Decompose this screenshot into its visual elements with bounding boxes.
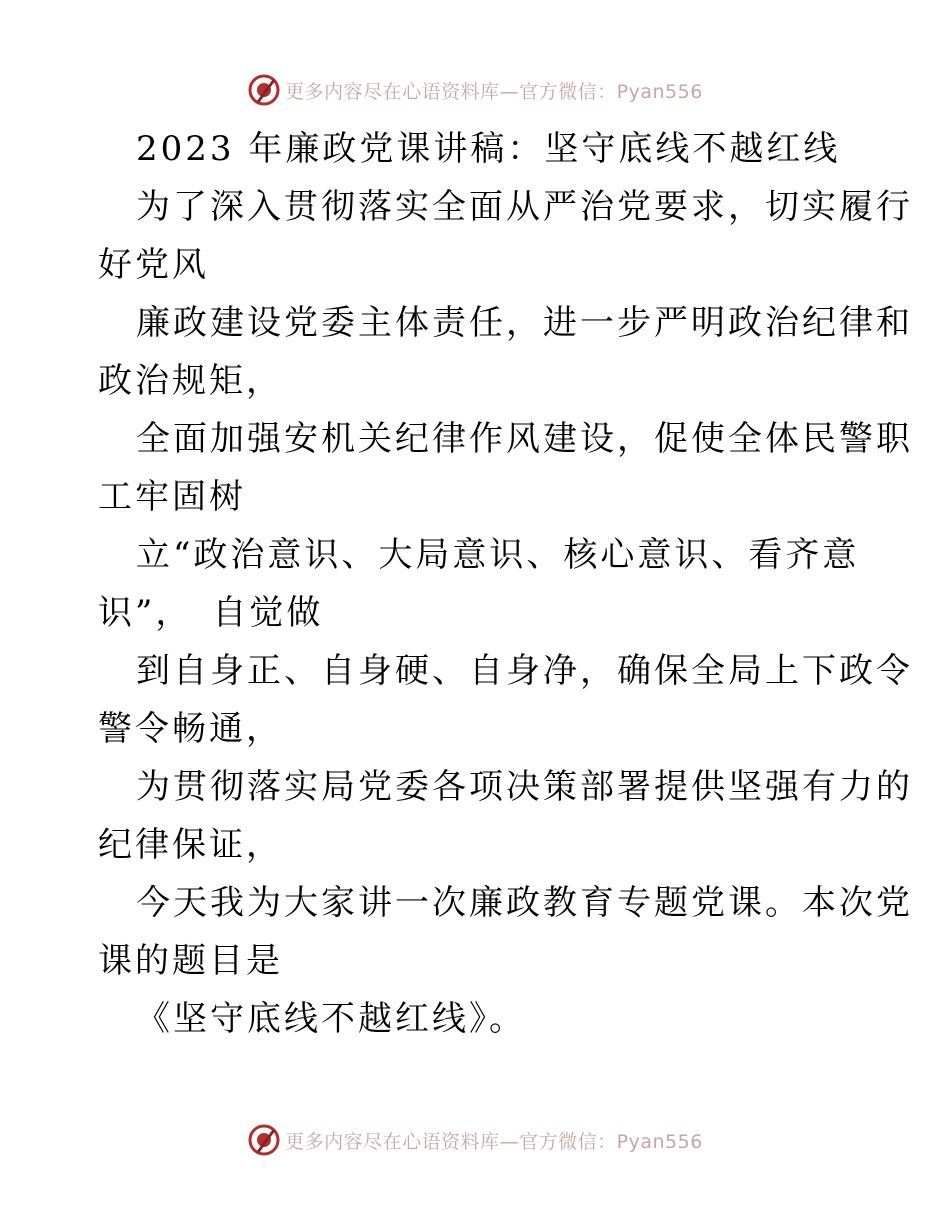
paragraph-line: 纪律保证， bbox=[98, 825, 283, 865]
paragraph-line: 立“政治意识、大局意识、核心意识、看齐意 bbox=[136, 535, 860, 575]
paragraph-line: 今天我为大家讲一次廉政教育专题党课。本次党 bbox=[136, 883, 913, 923]
paragraph-line: 为了深入贯彻落实全面从严治党要求，切实履行 bbox=[136, 187, 913, 227]
footer-watermark bbox=[0, 1120, 950, 1160]
paragraph-line: 到自身正、自身硬、自身净，确保全局上下政令 bbox=[136, 651, 913, 691]
paragraph-line: 工牢固树 bbox=[98, 477, 246, 517]
paragraph-line: 廉政建设党委主体责任，进一步严明政治纪律和 bbox=[136, 303, 913, 343]
paragraph-line: 为贯彻落实局党委各项决策部署提供坚强有力的 bbox=[136, 767, 913, 807]
paragraph-line: 警令畅通， bbox=[98, 709, 283, 749]
paragraph-line: 好党风 bbox=[98, 245, 209, 285]
document-title: 2023 年廉政党课讲稿：坚守底线不越红线 bbox=[136, 129, 841, 169]
document-body bbox=[98, 120, 913, 1048]
paragraph-line: 政治规矩， bbox=[98, 361, 283, 401]
header-watermark bbox=[0, 70, 950, 110]
pen-logo-icon bbox=[247, 1123, 281, 1157]
watermark-text: 更多内容尽在心语资料库—官方微信：Pyan556 bbox=[285, 80, 703, 103]
paragraph-line: 识”， 自觉做 bbox=[98, 593, 324, 633]
watermark-text: 更多内容尽在心语资料库—官方微信：Pyan556 bbox=[285, 1130, 703, 1153]
pen-logo-icon bbox=[247, 73, 281, 107]
paragraph-line: 课的题目是 bbox=[98, 941, 283, 981]
paragraph-line: 《坚守底线不越红线》。 bbox=[136, 999, 526, 1039]
paragraph-line: 全面加强安机关纪律作风建设，促使全体民警职 bbox=[136, 419, 913, 459]
